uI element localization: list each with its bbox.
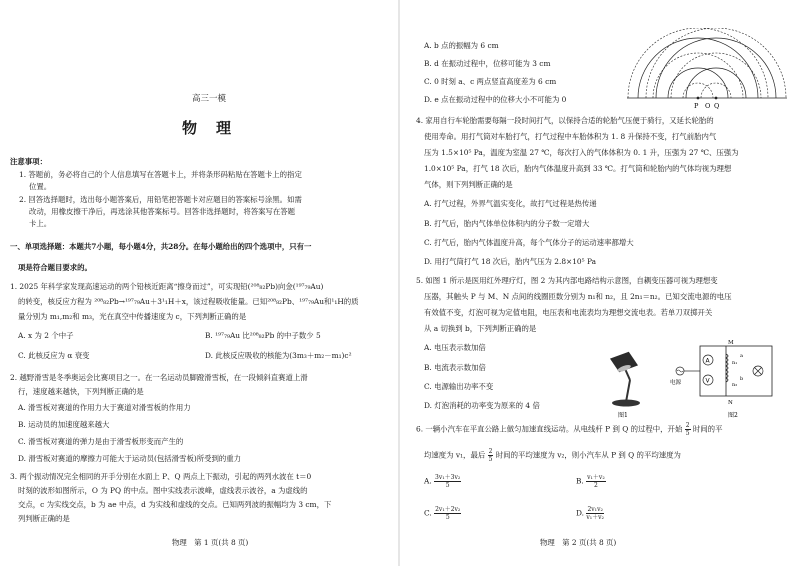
fraction	[685, 422, 691, 437]
q1-option-d: D. 此核反应吸收的核能为(3m₃＋m₂－m₁)c²	[205, 351, 352, 360]
q3-option-a: A. b 点的振幅为 6 cm	[424, 41, 499, 50]
note-line: 改动，用橡皮擦干净后，再选涂其他答案标号。回答非选择题时，将答案写在答题	[29, 207, 296, 216]
q4-option-a: A. 打气过程，外界气温实变化，故打气过程是热传递	[424, 199, 597, 208]
label-b: b	[740, 376, 744, 382]
wave-label-p: P	[694, 102, 699, 110]
q2-stem: 2. 越野滑雪是冬季奥运会比赛项目之一。在一名运动员脚蹬滑雪板，在一段倾斜直赛道上滑	[10, 373, 308, 382]
q5-option-a: A. 电压表示数加倍	[424, 343, 486, 352]
voltmeter-icon: V	[705, 377, 710, 385]
notes-title: 注意事项：	[10, 157, 47, 166]
fraction	[434, 474, 461, 489]
option-letter: A.	[424, 476, 432, 486]
circuit-figure	[666, 338, 784, 422]
fraction	[488, 448, 494, 463]
page-divider	[398, 0, 400, 566]
note-line: 卡上。	[29, 219, 52, 228]
fraction	[586, 506, 604, 521]
q1-option-a: A. x 为 2 个中子	[18, 331, 74, 340]
page-title: 物 理	[182, 119, 234, 137]
q6-stem-part: 时间的平均速度为 v₂，则小汽车从 P 到 Q 的平均速度为	[495, 450, 681, 460]
section-heading: 一、单项选择题：本题共7小题，每小题4分，共28分。在每小题给出的四个选项中，只有一	[10, 242, 312, 251]
q3-stem: 时刻的波形如图所示，O 为 PQ 的中点。图中实线表示波峰，虚线表示波谷，a 为虚线的	[18, 486, 308, 495]
ammeter-icon: A	[705, 357, 710, 365]
option-letter: D.	[576, 508, 585, 518]
q5-option-d: D. 灯泡消耗的功率变为原来的 4 倍	[424, 401, 540, 410]
q5-option-c: C. 电源输出功率不变	[424, 382, 494, 391]
q3-stem: 交点，c 为实线交点，b 为 ae 中点，d 为实线和虚线的交点。已知两列波的振幅均为 3 cm，下	[18, 500, 332, 509]
q6-option-c	[424, 506, 461, 521]
q4-stem: 使用寿命。用打气筒对车胎打气，打气过程中车胎体积为 1. 8 升保持不变，打气前胎内气	[424, 132, 717, 141]
fraction-num: 2v₁＋2v₂	[435, 506, 461, 513]
q6-stem-part: 时间的平	[692, 424, 723, 434]
q1-option-b: B. ¹⁹⁷₇₉Au 比²⁰⁸₈₂Pb 的中子数少 5	[205, 331, 321, 340]
q4-option-c: C. 打气后，胎内气体温度升高，每个气体分子的运动速率都增大	[424, 238, 634, 247]
fraction-den: 5	[488, 456, 493, 463]
q6-option-a	[424, 474, 461, 489]
page-2	[404, 0, 800, 566]
fig2-caption: 图2	[728, 412, 738, 419]
q4-stem: 气体，则下列判断正确的是	[424, 180, 513, 189]
label-n1: n₁	[732, 360, 738, 366]
exam-header: 高三一模	[192, 94, 227, 104]
q2-option-d: D. 滑雪板对赛道的摩擦力可能大于运动员(包括滑雪板)所受到的重力	[18, 454, 242, 463]
q2-stem: 行，速度越来越快，下列判断正确的是	[18, 387, 144, 396]
fraction-den: 5	[445, 482, 450, 489]
page-footer: 物理 第 2 页(共 8 页)	[540, 538, 617, 547]
q4-option-b: B. 打气后，胎内气体单位体积内的分子数一定增大	[424, 219, 590, 228]
label-n2: n₂	[732, 382, 738, 388]
q5-stem: 有效值不变，灯泡可视为定值电阻，电压表和电流表均为理想交流电表。若单刀双掷开关	[424, 308, 713, 317]
label-a: a	[740, 353, 743, 359]
note-line: 2. 回答选择题时，选出每小题答案后，用铅笔把答题卡对应题目的答案标号涂黑。如需	[19, 195, 302, 204]
fraction	[434, 506, 461, 521]
section-heading-cont: 项是符合题目要求的。	[18, 263, 92, 272]
label-m: M	[728, 340, 734, 346]
fraction-den: 5	[445, 514, 450, 521]
q1-stem: 的转变，核反应方程为 ²⁰⁸₈₂Pb→¹⁹⁷₇₉Au＋3¹₁H＋x，该过程吸收能量。已知²⁰⁸₈₂Pb、¹⁹⁷₇₉Au和¹₁H的质	[18, 297, 359, 306]
q3-option-c: C. 0 时刻 a、c 两点竖直高度差为 6 cm	[424, 77, 557, 86]
q1-stem: 1. 2025 年科学家发现高速运动的两个铅核近距离“擦身而过”，可实现铅(²⁰⁸₈₂Pb)向金(¹⁹⁷₇₉Au)	[10, 282, 324, 291]
q2-option-a: A. 滑雪板对赛道的作用力大于赛道对滑雪板的作用力	[18, 403, 191, 412]
fraction	[586, 474, 606, 489]
q2-option-c: C. 滑雪板对赛道的弹力是由于滑雪板形变而产生的	[18, 437, 184, 446]
lamp-figure	[600, 340, 660, 420]
q6-stem	[416, 422, 722, 437]
note-line: 1. 答题前，务必将自己的个人信息填写在答题卡上，并将条形码粘贴在答题卡上的指定	[19, 170, 302, 179]
q4-stem: 1.0×10⁵ Pa，打气 18 次后，胎内气体温度升高到 33 ℃。打气筒和轮胎内的气体均视为理想	[424, 164, 732, 173]
q6-stem	[424, 448, 681, 463]
q5-option-b: B. 电流表示数加倍	[424, 363, 486, 372]
option-letter: B.	[576, 476, 584, 486]
q6-option-d	[576, 506, 604, 521]
wave-interference-figure	[622, 28, 792, 110]
q3-option-b: B. d 在振动过程中，位移可能为 3 cm	[424, 59, 551, 68]
option-letter: C.	[424, 508, 432, 518]
q5-stem: 从 a 切换到 b，下列判断正确的是	[424, 324, 537, 333]
q1-stem: 量分别为 m₁,m₂和 m₃，光在真空中传播速度为 c，下列判断正确的是	[18, 312, 247, 321]
q6-option-b	[576, 474, 606, 489]
fraction-num: 3v₁＋3v₂	[435, 474, 461, 481]
note-line: 位置。	[29, 182, 52, 191]
q3-option-d: D. e 点在振动过程中的位移大小不可能为 0	[424, 95, 567, 104]
q3-stem: 3. 两个振动情况完全相同的开手分别在水面上 P、Q 两点上下振动，引起的两列水波在 t＝0	[10, 472, 312, 481]
fraction-den: v₁＋v₂	[586, 514, 604, 521]
power-source-label: 电源	[670, 380, 682, 386]
q3-stem: 列判断正确的是	[18, 514, 70, 523]
q1-option-c: C. 此核反应为 α 衰变	[18, 351, 90, 360]
q5-stem: 压器，其触头 P 与 M、N 点间的线圈匝数分别为 n₁和 n₂，且 2n₁＝n₂。已知交流电源的电压	[424, 292, 732, 301]
fraction-num: 2v₁v₂	[587, 506, 603, 513]
wave-label-q: Q	[714, 102, 720, 110]
q4-stem: 压为 1.5×10⁵ Pa，温度为室温 27 ℃，每次打入的气体体积为 0. 1 升，压强为 27 ℃、压强为	[424, 148, 739, 157]
q6-stem-part: 均速度为 v₁，最后	[424, 450, 486, 460]
page-footer: 物理 第 1 页(共 8 页)	[172, 538, 249, 547]
fig1-caption: 图1	[618, 412, 628, 419]
fraction-num: v₁＋v₂	[587, 474, 605, 481]
q6-stem-part: 6. 一辆小汽车在平直公路上做匀加速直线运动。从电线杆 P 到 Q 的过程中，开始	[416, 424, 683, 434]
fraction-num: 2	[685, 422, 690, 429]
fraction-den: 2	[594, 482, 598, 489]
fraction-den: 5	[685, 430, 690, 437]
q4-option-d: D. 用打气筒打气 18 次后，胎内气压为 2.8×10⁵ Pa	[424, 257, 596, 266]
q4-stem: 4. 家用自行车轮胎需要每隔一段时间打气，以保持合适的轮胎气压便于骑行，又延长轮胎的	[416, 116, 714, 125]
label-n: N	[728, 400, 733, 406]
q2-option-b: B. 运动员的加速度越来越大	[18, 420, 110, 429]
wave-label-o: O	[705, 102, 711, 110]
q5-stem: 5. 如图 1 所示是医用红外理疗灯，图 2 为其内部电路结构示意图，自耦变压器可视为理想变	[416, 276, 718, 285]
fraction-num: 2	[488, 448, 493, 455]
